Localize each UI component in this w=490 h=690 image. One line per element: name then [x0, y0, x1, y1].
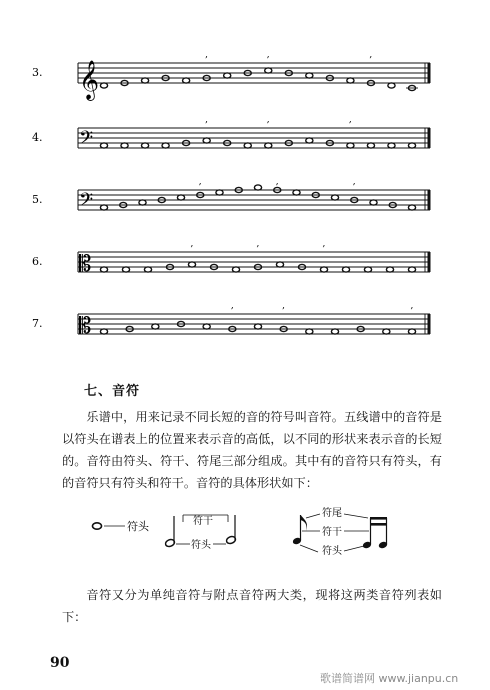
breath-mark: , [190, 239, 194, 249]
eighth-note-flag [301, 515, 308, 531]
closing-paragraph [62, 584, 442, 628]
breath-mark: , [348, 115, 352, 125]
whole-note-notehead [93, 523, 102, 529]
breath-mark: , [266, 50, 270, 60]
exercise-number: 3. [32, 66, 43, 79]
whole-note [293, 190, 300, 195]
breath-mark: , [369, 50, 373, 60]
breath-mark: , [352, 177, 356, 187]
whole-note [306, 73, 313, 78]
sixteenth-note-beam-2 [370, 523, 387, 526]
clef-treble: 𝄞 [79, 60, 100, 100]
whole-note [162, 143, 169, 148]
breath-mark: , [230, 301, 234, 311]
exercise-number: 5. [32, 193, 43, 206]
page-number: 90 [50, 655, 70, 671]
whole-note [152, 324, 159, 329]
whole-note [183, 78, 190, 83]
whole-note [100, 267, 107, 272]
whole-note [386, 267, 393, 272]
final-barline-thick [428, 63, 431, 83]
whole-note [370, 200, 377, 205]
whole-note [276, 262, 283, 267]
whole-note [141, 143, 148, 148]
final-barline-thick [428, 128, 431, 148]
final-barline-thick [428, 314, 431, 334]
whole-note [232, 267, 239, 272]
whole-note [388, 143, 395, 148]
whole-note [306, 329, 313, 334]
whole-note [254, 185, 261, 190]
whole-note [367, 143, 374, 148]
whole-note [100, 329, 107, 334]
head-label: 符头 [191, 540, 211, 551]
whole-note [320, 267, 327, 272]
stem-label-2: 符干 [322, 527, 342, 538]
whole-note [331, 195, 338, 200]
clef-alto: 𝄡 [79, 252, 92, 277]
whole-note [265, 143, 272, 148]
whole-note [408, 329, 415, 334]
final-barline-thick [428, 190, 431, 210]
head-pointer-left-2 [300, 545, 318, 552]
breath-mark: , [205, 50, 209, 60]
whole-note [408, 267, 415, 272]
sixteenth-note-beam-1 [370, 517, 387, 520]
watermark: 歌谱简谱网 www.jianpu.cn [320, 672, 459, 685]
breath-mark: , [266, 115, 270, 125]
whole-note [121, 143, 128, 148]
whole-note [100, 143, 107, 148]
clef-bass: 𝄢 [79, 190, 94, 215]
notehead-label: 符头 [127, 520, 149, 533]
flag-pointer-left [306, 514, 320, 518]
breath-mark: , [282, 301, 286, 311]
note-anatomy-diagram [0, 500, 490, 580]
flag-pointer-right [344, 514, 368, 518]
breath-mark: , [205, 115, 209, 125]
whole-note [141, 78, 148, 83]
whole-note [408, 205, 415, 210]
section-heading: 七、音符 [84, 384, 141, 399]
exercise-number: 4. [32, 131, 43, 144]
whole-note [139, 200, 146, 205]
whole-note [265, 68, 272, 73]
clef-tenor: 𝄡 [79, 314, 92, 339]
whole-note [100, 83, 107, 88]
breath-mark: , [410, 301, 414, 311]
whole-note [188, 262, 195, 267]
exercise-number: 7. [32, 317, 43, 330]
exercise-number: 6. [32, 255, 43, 268]
whole-note [364, 267, 371, 272]
flag-label: 符尾 [322, 508, 342, 519]
whole-note [216, 190, 223, 195]
whole-note [122, 267, 129, 272]
breath-mark: , [198, 177, 202, 187]
clef-bass: 𝄢 [79, 128, 94, 153]
whole-note [347, 78, 354, 83]
whole-note [408, 143, 415, 148]
whole-note [306, 138, 313, 143]
whole-note [177, 195, 184, 200]
whole-note [331, 329, 338, 334]
whole-note [203, 138, 210, 143]
head-label-2: 符头 [322, 546, 342, 557]
whole-note [100, 205, 107, 210]
whole-note [347, 143, 354, 148]
breath-mark: , [322, 239, 326, 249]
stem-label: 符干 [193, 516, 213, 527]
whole-note [254, 324, 261, 329]
whole-note [203, 324, 210, 329]
breath-mark: , [275, 177, 279, 187]
whole-note [388, 83, 395, 88]
breath-mark: , [256, 239, 260, 249]
whole-note [224, 73, 231, 78]
head-pointer-right-2 [344, 546, 364, 551]
intro-paragraph-text: 乐谱中，用来记录不同长短的音的符号叫音符。五线谱中的音符是以符头在谱表上的位置来表示音的高低，以不同的形状来表示音的长短的。音符由符头、符干、符尾三部分组成。其中有的音符只有符头，有的音符只有符头和符干。音符的具体形状如下： [62, 410, 442, 490]
whole-note [383, 329, 390, 334]
whole-note [144, 267, 151, 272]
whole-note [244, 143, 251, 148]
intro-paragraph [62, 406, 442, 494]
whole-note [342, 267, 349, 272]
final-barline-thick [428, 252, 431, 272]
closing-paragraph-text: 音符又分为单纯音符与附点音符两大类，现将这两类音符列表如下： [62, 588, 442, 624]
